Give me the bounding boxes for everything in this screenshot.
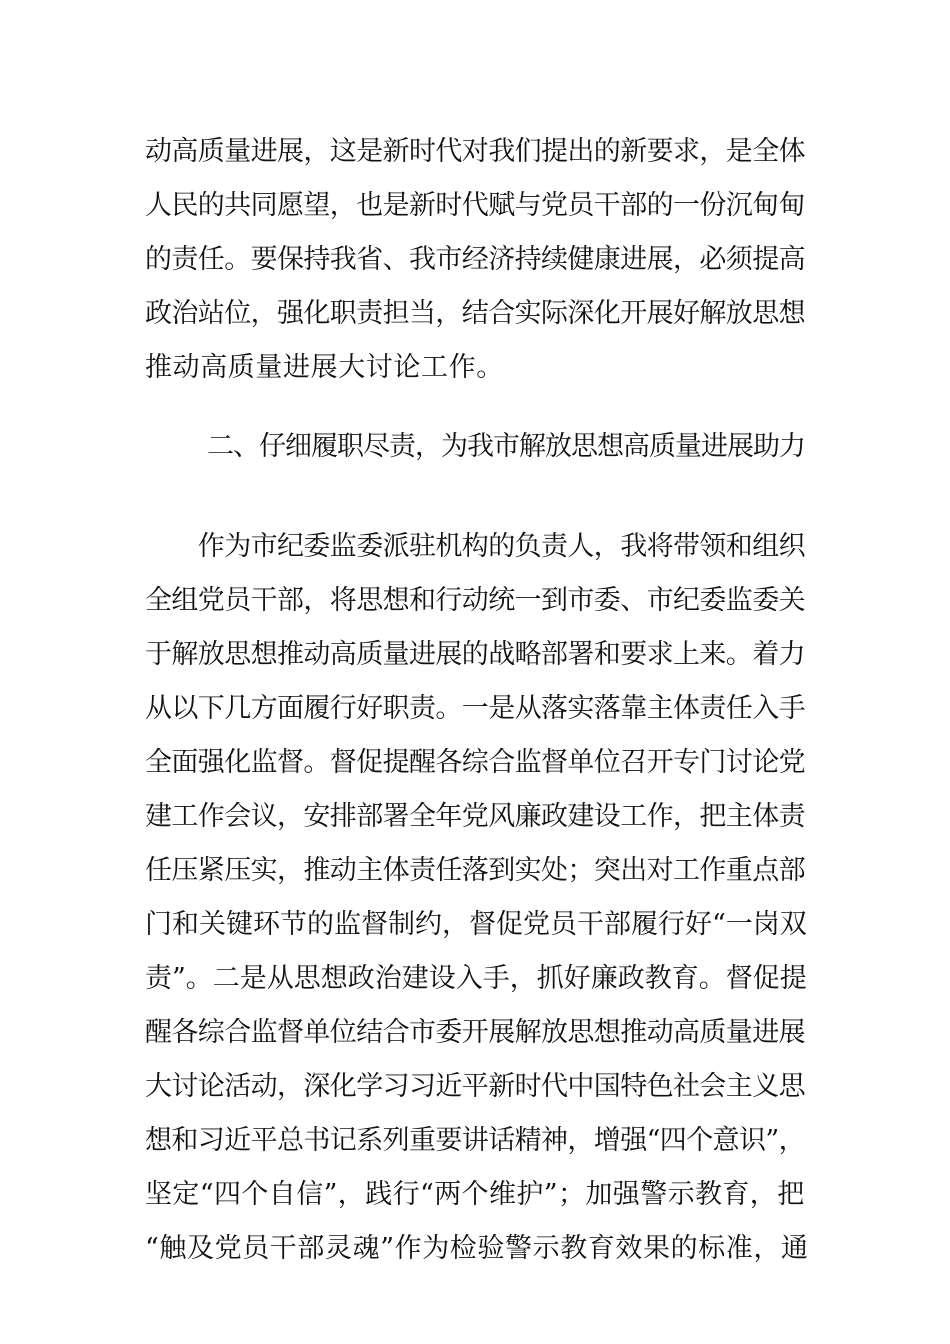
paragraph-line: 想和习近平总书记系列重要讲话精神，增强“四个意识”，: [145, 1125, 806, 1156]
paragraph-line: 建工作会议，安排部署全年党风廉政建设工作，把主体责: [145, 801, 805, 832]
paragraph-line: 推动高质量进展大讨论工作。: [145, 352, 504, 383]
paragraph-line: 于解放思想推动高质量进展的战略部署和要求上来。着力: [145, 639, 805, 670]
paragraph-line: 的责任。要保持我省、我市经济持续健康进展，必须提高: [145, 244, 805, 275]
paragraph-line: 坚定“四个自信”，践行“两个维护”；加强警示教育，把: [145, 1179, 805, 1210]
paragraph-line: 门和关键环节的监督制约，督促党员干部履行好“一岗双: [145, 909, 807, 940]
section-heading: [207, 420, 807, 474]
paragraph-1: [145, 125, 809, 395]
section-heading-text: 二、仔细履职尽责，为我市解放思想高质量进展助力: [207, 431, 805, 462]
paragraph-line: “触及党员干部灵魂”作为检验警示教育效果的标准，通: [145, 1233, 809, 1264]
paragraph-line: 任压紧压实，推动主体责任落到实处；突出对工作重点部: [145, 855, 805, 886]
paragraph-line: 全组党员干部，将思想和行动统一到市委、市纪委监委关: [145, 585, 805, 616]
paragraph-line: 大讨论活动，深化学习习近平新时代中国特色社会主义思: [145, 1071, 805, 1102]
paragraph-line: 醒各综合监督单位结合市委开展解放思想推动高质量进展: [145, 1017, 805, 1048]
paragraph-line: 从以下几方面履行好职责。一是从落实落靠主体责任入手: [145, 693, 805, 724]
paragraph-2: [145, 520, 809, 1276]
paragraph-line: 全面强化监督。督促提醒各综合监督单位召开专门讨论党: [145, 747, 805, 778]
paragraph-line: 责”。二是从思想政治建设入手，抓好廉政教育。督促提: [145, 963, 807, 994]
paragraph-line: 人民的共同愿望，也是新时代赋与党员干部的一份沉甸甸: [145, 190, 805, 221]
paragraph-line: 作为市纪委监委派驻机构的负责人，我将带领和组织: [145, 531, 805, 562]
paragraph-line: 动高质量进展，这是新时代对我们提出的新要求，是全体: [145, 136, 805, 167]
paragraph-line: 政治站位，强化职责担当，结合实际深化开展好解放思想: [145, 298, 805, 329]
